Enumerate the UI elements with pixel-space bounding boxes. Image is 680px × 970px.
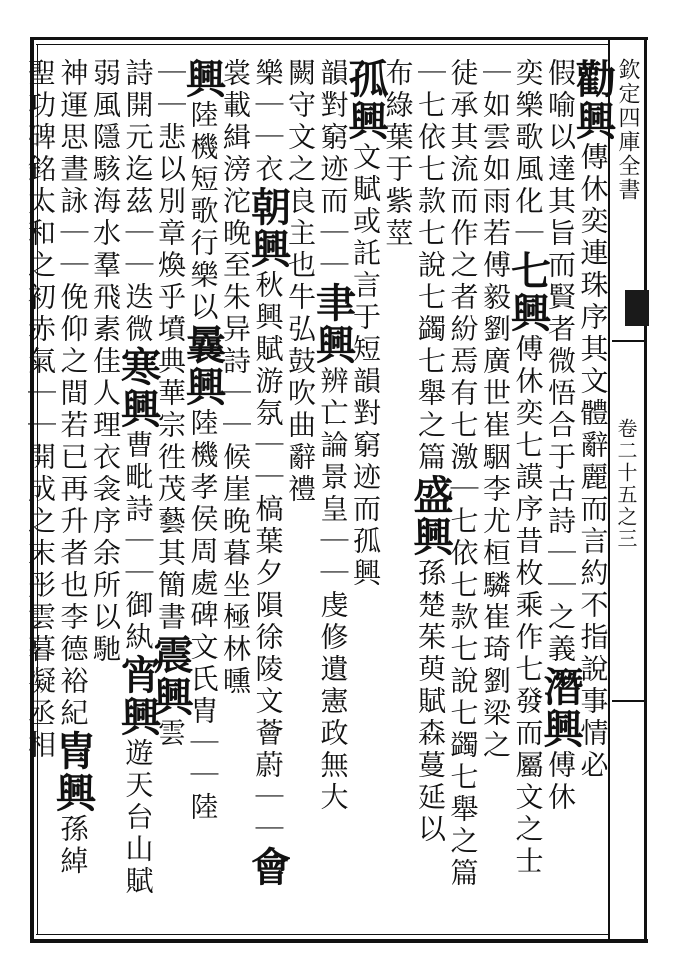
entry-text: 樂｜｜衣 bbox=[251, 58, 285, 186]
entry-text: 素佳人理衣衾 bbox=[89, 314, 122, 506]
entry-text: ｜｜悲以別章 bbox=[154, 58, 187, 250]
entry-text: 孫楚茱萸賦森蔓延以 bbox=[414, 558, 447, 846]
header-juan: 卷二十五之三 bbox=[614, 418, 638, 550]
entry-heading: 聿興 bbox=[309, 282, 357, 366]
header-title: 欽定四庫全書 bbox=[615, 58, 640, 202]
entry-text: 徒承其流而作之者紛焉有七激｜ bbox=[446, 58, 480, 506]
entry-text: 丞相 bbox=[24, 698, 57, 762]
entry-text: 辨亡論景皇｜｜虔修遺憲政無大 bbox=[316, 366, 350, 814]
entry-heading: 曩興 bbox=[179, 324, 227, 408]
frame-right bbox=[644, 37, 647, 942]
entry-heading: 宵興 bbox=[114, 654, 162, 738]
entry-text: 雲 bbox=[154, 718, 187, 750]
entry-text: 假喻以達其旨而賢者微悟合于古詩｜｜之義 bbox=[544, 58, 577, 666]
entry-heading: 朝興 bbox=[244, 186, 292, 270]
entry-heading: 七興 bbox=[504, 250, 552, 334]
entry-text: 陸機短歌行樂以 bbox=[186, 100, 220, 324]
frame-bottom bbox=[30, 939, 648, 943]
entry-text: 煥乎墳典華宗徃茂藝其簡書 bbox=[154, 250, 187, 634]
entry-text: 神運思晝詠｜｜俛仰之間若已再升者也李德裕紀 bbox=[56, 58, 90, 730]
entry-text: 布綠葉于紫莖 bbox=[381, 58, 415, 250]
entry-text: 傅休 bbox=[544, 750, 577, 814]
entry-text: 序余所以馳 bbox=[89, 506, 122, 666]
header-tick bbox=[612, 340, 644, 342]
entry-heading: 孤興 bbox=[342, 58, 389, 142]
entry-text: 闕守文之良主也牛弘鼓吹曲辭禮 bbox=[284, 58, 317, 506]
entry-text: 秋興賦游氛｜｜槁葉夕隕徐陵文薈蔚｜｜ bbox=[251, 270, 285, 846]
entry-heading: 勸興 bbox=[569, 58, 617, 142]
frame-inner-top bbox=[36, 44, 608, 45]
entry-text: ｜如雲如雨 bbox=[479, 58, 512, 218]
entry-text: 七依七款七說七蠲七舉之篇 bbox=[446, 506, 480, 890]
entry-text: 文賦或託言于短韻對窮迹而孤興 bbox=[349, 142, 382, 590]
frame-top bbox=[30, 37, 648, 40]
entry-text: 若傅毅劉廣世崔駰李尤桓驎崔琦劉梁之 bbox=[479, 218, 512, 762]
entry-heading: 興 bbox=[179, 58, 227, 100]
entry-text: 曹毗詩｜｜御紈 bbox=[121, 430, 155, 654]
entry-text: 孫綽 bbox=[56, 814, 90, 878]
entry-heading: 會 bbox=[244, 846, 292, 888]
entry-heading: 盛興 bbox=[407, 474, 454, 558]
entry-text: 陸機孝侯周處碑文氏胄｜｜陸 bbox=[186, 408, 220, 824]
entry-text: 詩開元迄茲｜｜迭微 bbox=[121, 58, 155, 346]
entry-text: 韻對窮迹而｜｜ bbox=[316, 58, 350, 282]
entry-text: 奕樂歌風化｜ bbox=[511, 58, 545, 250]
fish-tail-mark bbox=[625, 290, 649, 326]
entry-text: 傳休奕連珠序其文體辭麗而言約不指說事情必 bbox=[576, 142, 610, 782]
header-tick-2 bbox=[612, 700, 644, 702]
entry-text: 遊天台山賦 bbox=[121, 738, 155, 898]
entry-heading: 寒興 bbox=[114, 346, 162, 430]
entry-heading: 潛興 bbox=[537, 666, 584, 750]
entry-text: 裳載緝 bbox=[219, 58, 252, 154]
entry-text: 滂沱晚至朱异詩｜｜候崖晚暮坐極林曛 bbox=[219, 154, 252, 698]
entry-text: 傅休奕七謨序昔枚乘作七發而屬文之士 bbox=[511, 334, 545, 878]
entry-heading: 震興 bbox=[147, 634, 194, 718]
frame-inner-bottom bbox=[36, 934, 608, 935]
text-column bbox=[19, 58, 61, 933]
entry-text: 聖功碑銘太和之初赤氣｜｜開成之末彤雲暮凝 bbox=[24, 58, 57, 698]
entry-heading: 冑興 bbox=[49, 730, 97, 814]
entry-text: ｜七依七款七說七蠲七舉之篇 bbox=[414, 58, 447, 474]
entry-text: 弱風隱駭海水羣飛 bbox=[89, 58, 122, 314]
